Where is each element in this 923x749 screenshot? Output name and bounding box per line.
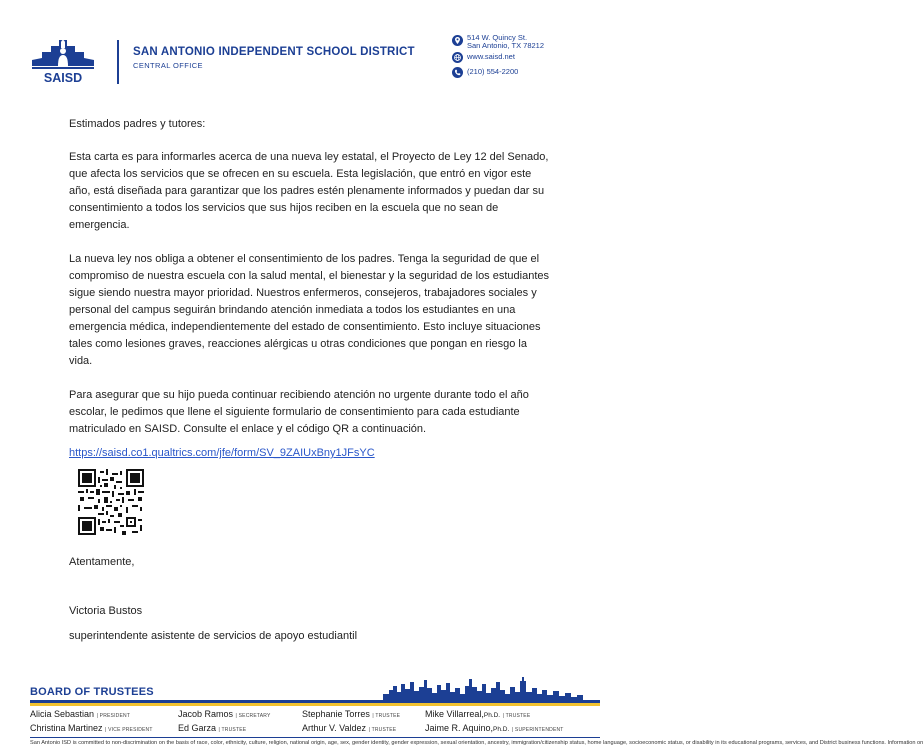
trustee-7: Mike Villarreal,Ph.D. | TRUSTEE bbox=[425, 709, 531, 719]
consent-form-link[interactable]: https://saisd.co1.qualtrics.com/jfe/form/SV_9ZAIUxBny1JFsYC bbox=[69, 447, 375, 459]
saisd-logo bbox=[30, 36, 96, 84]
trustee-8: Jaime R. Aquino,Ph.D. | SUPERINTENDENT bbox=[425, 723, 564, 733]
closing: Atentamente, bbox=[69, 556, 135, 568]
location-pin-icon bbox=[452, 35, 463, 46]
header-divider bbox=[117, 40, 119, 84]
non-discrimination-notice: San Antonio ISD is committed to non-discrimination on the basis of race, color, ethnicity, culture, religion, national origin, age, sex, gender identity, gender expression, sexual orientation, ancestry, immigration/citizenship status, home language, socioeconomic status, or disability in its educational programs, services, and District business functions. Information on bbox=[30, 740, 923, 746]
district-name: SAN ANTONIO INDEPENDENT SCHOOL DISTRICT bbox=[133, 46, 415, 58]
qr-code[interactable] bbox=[78, 469, 144, 535]
address-line-2: San Antonio, TX 78212 bbox=[467, 41, 545, 50]
salutation: Estimados padres y tutores: bbox=[69, 118, 206, 130]
office-name: CENTRAL OFFICE bbox=[133, 61, 203, 70]
phone-icon bbox=[452, 67, 463, 78]
board-title: BOARD OF TRUSTEES bbox=[30, 686, 154, 698]
website[interactable]: www.saisd.net bbox=[467, 52, 515, 61]
globe-icon bbox=[452, 52, 463, 63]
phone-number: (210) 554-2200 bbox=[467, 67, 519, 76]
signer-title: superintendente asistente de servicios de apoyo estudiantil bbox=[69, 630, 358, 642]
footer-separator bbox=[30, 737, 600, 738]
trustee-1: Alicia Sebastian | PRESIDENT bbox=[30, 709, 131, 719]
trustee-3: Jacob Ramos | SECRETARY bbox=[178, 709, 271, 719]
trustee-4: Ed Garza | TRUSTEE bbox=[178, 723, 247, 733]
city-skyline-graphic bbox=[383, 676, 583, 701]
paragraph-3: Para asegurar que su hijo pueda continuar recibiendo atención no urgente durante todo el año escolar, le pedimos que llene el siguiente formulario de consentimiento para cada estudiante matriculado en SAISD. Consulte el enlace y el código QR a continuación. bbox=[69, 389, 529, 435]
signer-name: Victoria Bustos bbox=[69, 605, 143, 617]
logo-wordmark: SAISD bbox=[43, 71, 83, 85]
paragraph-2: La nueva ley nos obliga a obtener el consentimiento de los padres. Tenga la seguridad de que el compromiso de nuestra escuela con la salud mental, el bienestar y la seguridad de los estudiantes sigue siendo nuestra mayor prioridad. Nuestros enfermeros, consejeros, trabajadores sociales y personal del campus seguirán brindando atención inmediata a todos los estudiantes en una emergencia médica, independientemente del estado de consentimiento. Esto incluye situaciones tales como lesiones graves, reacciones alérgicas u otras condiciones que pongan en riesgo la vida. bbox=[69, 253, 549, 367]
trustee-5: Stephanie Torres | TRUSTEE bbox=[302, 709, 401, 719]
paragraph-1: Esta carta es para informarles acerca de una nueva ley estatal, el Proyecto de Ley 12 del Senado, que afecta los servicios que se ofrecen en su escuela. Esta legislación, que entró en vigor este año, está diseñada para garantizar que los padres estén plenamente informados y puedan dar su consentimiento a todos los servicios que sus hijos reciben en la escuela que no sean de emergencia. bbox=[69, 151, 549, 231]
trustee-6: Arthur V. Valdez | TRUSTEE bbox=[302, 723, 397, 733]
footer-rule-yellow bbox=[30, 703, 600, 706]
trustee-2: Christina Martinez | VICE PRESIDENT bbox=[30, 723, 153, 733]
address-line-1: 514 W. Quincy St. bbox=[467, 33, 528, 42]
